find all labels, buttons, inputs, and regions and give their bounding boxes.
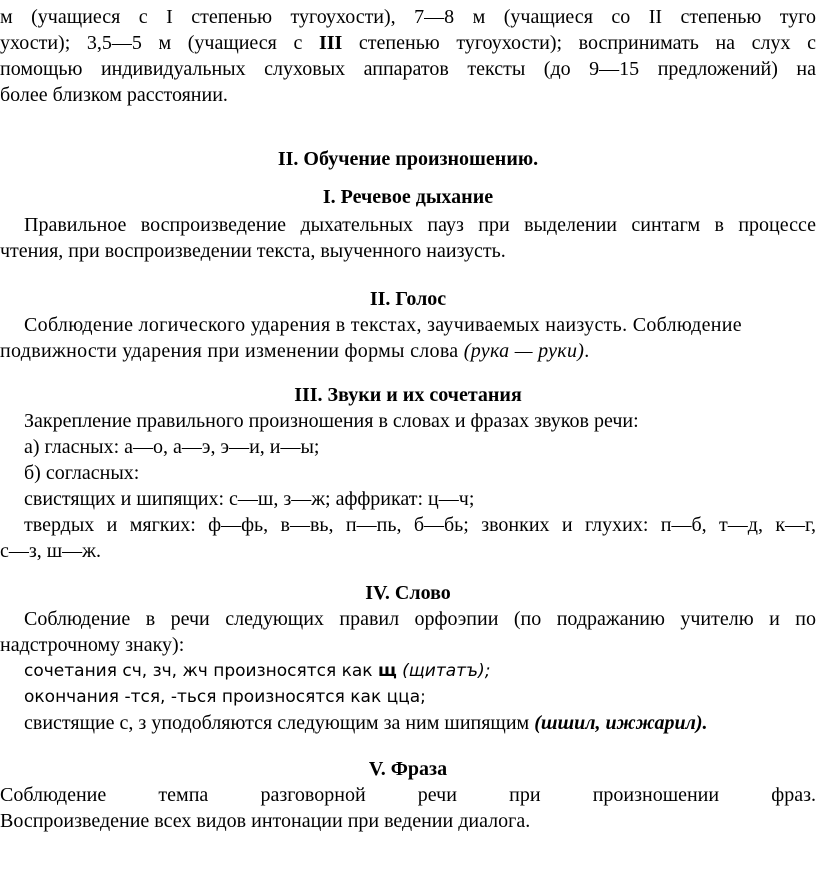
voice-line-2-end: . xyxy=(584,340,590,362)
intro-line-3: помощью индивидуальных слуховых аппаратов тексты (до 9—15 предложений) на xyxy=(0,58,816,80)
breathing-line-1: Правильное воспроизведение дыхательных пауз при выделении синтагм в процессе xyxy=(24,214,816,236)
breathing-title: I. Речевое дыхание xyxy=(322,186,494,208)
word-shch-letter: щ xyxy=(377,661,397,681)
voice-title: II. Голос xyxy=(369,288,447,310)
sounds-sibilants: свистящих и шипящих: с—ш, з—ж; аффрикат: ц—ч; xyxy=(24,488,475,510)
intro-line-1: м (учащиеся с I степенью тугоухости), 7—8 м (учащиеся со II степенью туго xyxy=(0,6,816,28)
phrase-line-2: Воспроизведение всех видов интонации при ведении диалога. xyxy=(0,810,531,832)
sounds-vowels: а) гласных: а—о, а—э, э—и, и—ы; xyxy=(24,436,320,458)
phrase-line-1: Соблюдение темпа разговорной речи при произношении фраз. xyxy=(0,784,816,806)
voice-line-1: Соблюдение логического ударения в текстах, заучиваемых наизусть. Соблюдение xyxy=(24,314,742,336)
word-line-4: окончания -тся, -ться произносятся как цца; xyxy=(24,687,426,707)
section-title: II. Обучение произношению. xyxy=(277,148,539,170)
word-assimilation-example: (шшил, ижжарил). xyxy=(534,712,708,734)
intro-line-2-start: ухости); 3,5—5 м (учащиеся с xyxy=(0,32,319,54)
sounds-consonants: б) согласных: xyxy=(24,462,140,484)
sounds-title: III. Звуки и их сочетания xyxy=(294,384,522,406)
sounds-hard-soft: твердых и мягких: ф—фь, в—вь, п—пь, б—бь; звонких и глухих: п—б, т—д, к—г, xyxy=(24,514,816,536)
intro-line-4: более близком расстоянии. xyxy=(0,84,228,106)
voice-example: (рука — руки) xyxy=(463,340,585,362)
breathing-line-2: чтения, при воспроизведении текста, выученного наизусть. xyxy=(0,240,506,262)
word-line-5 xyxy=(24,710,816,736)
intro-degree-numeral: III xyxy=(318,32,343,54)
word-title: IV. Слово xyxy=(365,582,451,604)
voice-line-2-start: подвижности ударения при изменении формы слова xyxy=(0,340,464,362)
voice-line-2 xyxy=(0,338,816,364)
word-line-1: Соблюдение в речи следующих правил орфоэпии (по подражанию учителю и по xyxy=(24,608,816,630)
word-line-2: надстрочному знаку): xyxy=(0,634,185,656)
word-line-5-start: свистящие с, з уподобляются следующим за ним шипящим xyxy=(24,712,535,734)
phrase-title: V. Фраза xyxy=(368,758,448,780)
word-shch-example: (щитатъ); xyxy=(396,661,491,681)
intro-line-2 xyxy=(0,30,816,56)
sounds-line-6: с—з, ш—ж. xyxy=(0,540,101,562)
word-line-3 xyxy=(24,658,816,684)
sounds-line-1: Закрепление правильного произношения в словах и фразах звуков речи: xyxy=(24,410,639,432)
intro-line-2-end: степенью тугоухости); воспринимать на слух с xyxy=(342,32,816,54)
word-line-3-start: сочетания сч, зч, жч произносятся как xyxy=(24,661,378,681)
